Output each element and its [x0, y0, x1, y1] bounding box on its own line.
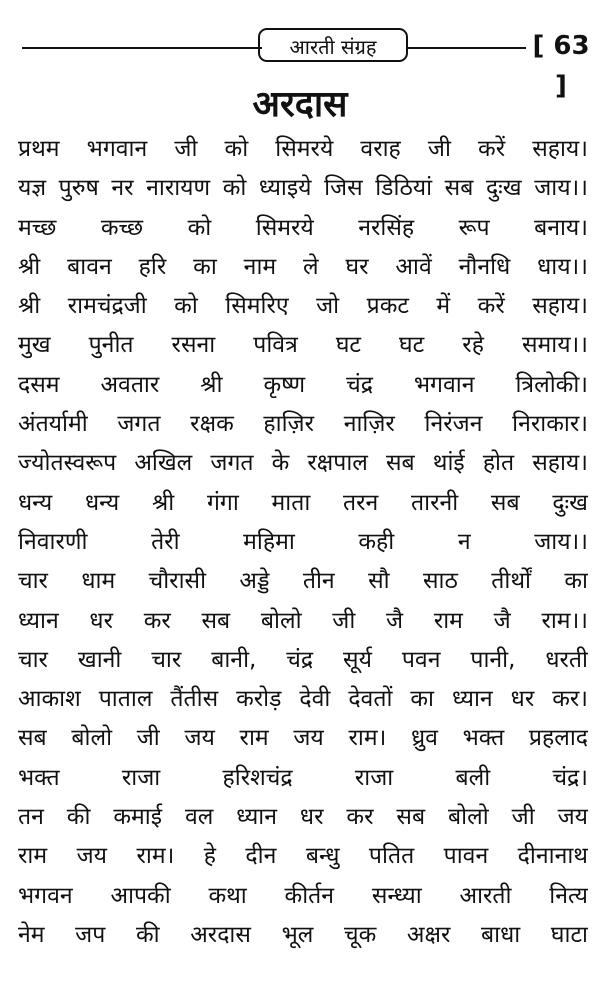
- text-line: निवारणी तेरी महिमा कही न जाय।।: [18, 528, 588, 555]
- page-title: अरदास: [252, 84, 348, 125]
- text-line: मच्छ कच्छ को सिमरये नरसिंह रूप बनाय।: [18, 214, 588, 241]
- text-line: सब बोलो जी जय राम जय राम। ध्रुव भक्त प्रहलाद: [18, 725, 588, 752]
- page-header: [14, 26, 590, 101]
- text-line: आकाश पाताल तैंतीस करोड़ देवी देवतों का ध्यान धर कर।: [18, 686, 588, 713]
- prayer-text: [18, 130, 588, 955]
- text-line: दसम अवतार श्री कृष्ण चंद्र भगवान त्रिलोकी।: [18, 371, 588, 398]
- text-line: अंतर्यामी जगत रक्षक हाज़िर नाज़िर निरंजन निराकार।: [18, 411, 588, 438]
- text-line: ज्योतस्वरूप अखिल जगत के रक्षपाल सब थांई होत सहाय।: [18, 450, 588, 477]
- text-line: श्री रामचंद्रजी को सिमरिए जो प्रकट में करें सहाय।: [18, 293, 588, 320]
- text-line: भक्त राजा हरिशचंद्र राजा बली चंद्र।: [18, 764, 588, 791]
- text-line: यज्ञ पुरुष नर नारायण को ध्याइये जिस डिठियां सब दुःख जाय।।: [18, 175, 588, 202]
- text-line: चार खानी चार बानी, चंद्र सूर्य पवन पानी, धरती: [18, 646, 588, 673]
- text-line: चार धाम चौरासी अड्डे तीन सौ साठ तीर्थों का: [18, 568, 588, 595]
- text-line: धन्य धन्य श्री गंगा माता तरन तारनी सब दुःख: [18, 489, 588, 516]
- header-rule-left: [22, 47, 262, 49]
- page-number: [ 63 ]: [532, 31, 590, 101]
- text-line: ध्यान धर कर सब बोलो जी जै राम जै राम।।: [18, 607, 588, 634]
- text-line: प्रथम भगवान जी को सिमरये वराह जी करें सहाय।: [18, 136, 588, 162]
- running-title: आरती संग्रह: [258, 28, 408, 62]
- text-line: तन की कमाई वल ध्यान धर कर सब बोलो जी जय: [18, 804, 588, 831]
- text-line: मुख पुनीत रसना पवित्र घट घट रहे समाय।।: [18, 332, 588, 359]
- text-line: राम जय राम। हे दीन बन्धु पतित पावन दीनानाथ: [18, 843, 588, 870]
- header-rule-right: [408, 47, 526, 49]
- text-line: भगवन आपकी कथा कीर्तन सन्ध्या आरती नित्य: [18, 882, 588, 909]
- text-line: नेम जप की अरदास भूल चूक अक्षर बाधा घाटा: [18, 921, 588, 948]
- text-line: श्री बावन हरि का नाम ले घर आवें नौनधि धाय।।: [18, 253, 588, 280]
